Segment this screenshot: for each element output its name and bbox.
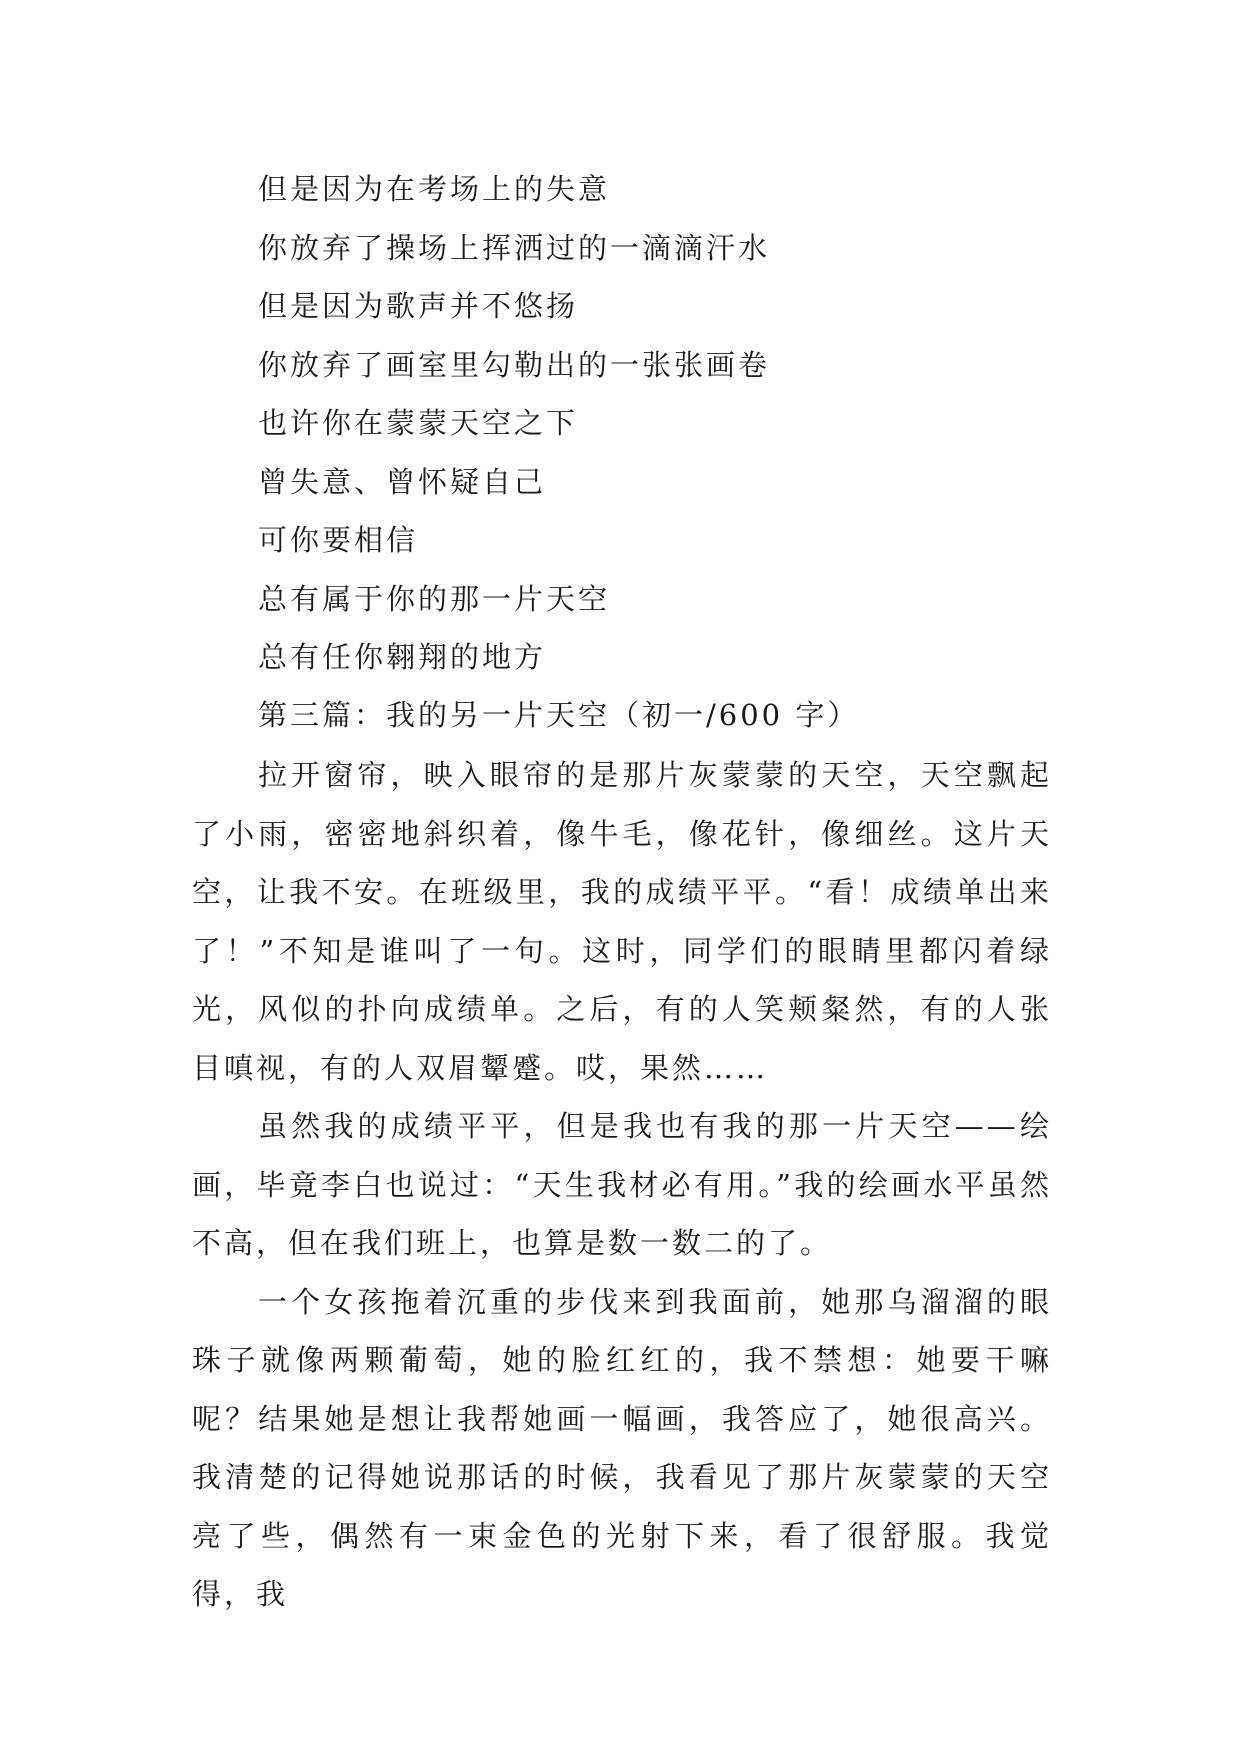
poem-line: 也许你在蒙蒙天空之下 [258, 406, 579, 440]
poem-line: 你放弃了操场上挥洒过的一滴滴汗水 [258, 230, 771, 265]
article-paragraph: 一个女孩拖着沉重的步伐来到我面前，她那乌溜溜的眼珠子就像两颗葡萄，她的脸红红的，我不禁想：她要干嘛呢？结果她是想让我帮她画一幅画，我答应了，她很高兴。我清楚的记得她说那话的时候，我看见了那片灰蒙蒙的天空亮了些，偶然有一束金色的光射下来，看了很舒服。我觉得，我 [192, 1284, 1052, 1611]
poem-line: 但是因为歌声并不悠扬 [258, 289, 579, 323]
poem-line: 但是因为在考场上的失意 [258, 172, 611, 206]
article-title: 第三篇：我的另一片天空（初一/600 字） [258, 698, 860, 732]
poem-line: 总有属于你的那一片天空 [258, 581, 611, 616]
poem-line: 总有任你翱翔的地方 [258, 640, 547, 674]
poem-line: 曾失意、曾怀疑自己 [258, 464, 547, 499]
article-body [192, 746, 1052, 1624]
poem-line: 可你要相信 [258, 523, 419, 557]
poem-line: 你放弃了画室里勾勒出的一张张画卷 [258, 347, 771, 382]
article-paragraph: 虽然我的成绩平平，但是我也有我的那一片天空——绘画，毕竟李白也说过：“天生我材必有用。”我的绘画水平虽然不高，但在我们班上，也算是数一数二的了。 [192, 1109, 1052, 1260]
article-paragraph: 拉开窗帘，映入眼帘的是那片灰蒙蒙的天空，天空飘起了小雨，密密地斜织着，像牛毛，像花针，像细丝。这片天空，让我不安。在班级里，我的成绩平平。“看！成绩单出来了！”不知是谁叫了一句。这时，同学们的眼睛里都闪着绿光，风似的扑向成绩单。之后，有的人笑颊粲然，有的人张目嗔视，有的人双眉颦蹙。哎，果然…… [192, 758, 1052, 1085]
poem-block [258, 160, 770, 687]
